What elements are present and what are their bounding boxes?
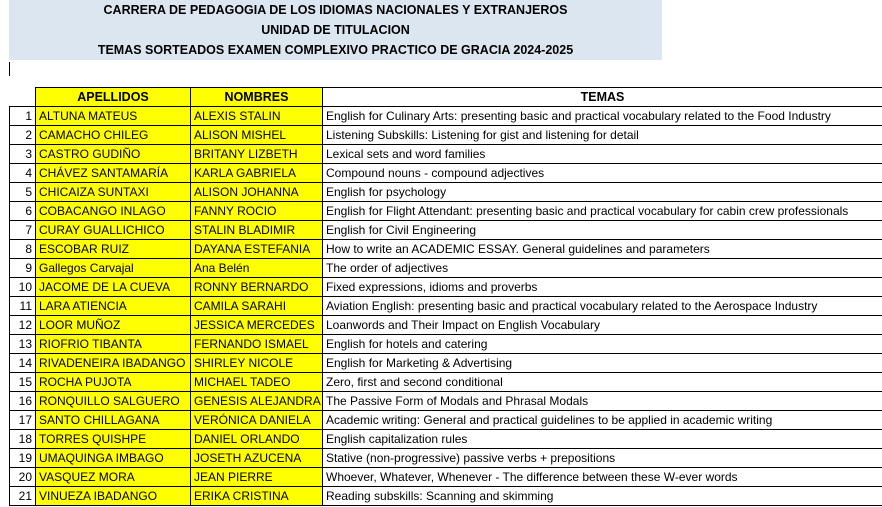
apellidos-cell[interactable]: CASTRO GUDIÑO [36,145,191,164]
header-line-unit: UNIDAD DE TITULACION [261,23,410,37]
nombres-cell[interactable]: RONNY BERNARDO [191,278,323,297]
table-row [10,392,882,411]
temas-header: TEMAS [323,88,882,107]
row-number[interactable]: 16 [10,392,36,411]
table-row [10,449,882,468]
nombres-cell[interactable]: JEAN PIERRE [191,468,323,487]
nombres-cell[interactable]: SHIRLEY NICOLE [191,354,323,373]
apellidos-cell[interactable]: RIOFRIO TIBANTA [36,335,191,354]
row-number[interactable]: 12 [10,316,36,335]
text-cursor [9,62,10,76]
tema-cell[interactable]: Reading subskills: Scanning and skimming [323,487,882,506]
tema-cell[interactable]: The Passive Form of Modals and Phrasal Modals [323,392,882,411]
table-row [10,221,882,240]
apellidos-header: APELLIDOS [36,88,191,107]
apellidos-cell[interactable]: LARA ATIENCIA [36,297,191,316]
nombres-cell[interactable]: DANIEL ORLANDO [191,430,323,449]
tema-cell[interactable]: English for Marketing & Advertising [323,354,882,373]
tema-cell[interactable]: English for hotels and catering [323,335,882,354]
apellidos-cell[interactable]: CURAY GUALLICHICO [36,221,191,240]
tema-cell[interactable]: Academic writing: General and practical guidelines to be applied in academic writing [323,411,882,430]
row-number[interactable]: 14 [10,354,36,373]
nombres-cell[interactable]: GENESIS ALEJANDRA [191,392,323,411]
apellidos-cell[interactable]: RIVADENEIRA IBADANGO [36,354,191,373]
apellidos-cell[interactable]: COBACANGO INLAGO [36,202,191,221]
apellidos-cell[interactable]: JACOME DE LA CUEVA [36,278,191,297]
header-line-title: TEMAS SORTEADOS EXAMEN COMPLEXIVO PRACTICO DE GRACIA 2024-2025 [97,43,574,57]
row-number[interactable]: 15 [10,373,36,392]
tema-cell[interactable]: How to write an ACADEMIC ESSAY. General guidelines and parameters [323,240,882,259]
row-number[interactable]: 19 [10,449,36,468]
row-number[interactable]: 3 [10,145,36,164]
tema-cell[interactable]: English capitalization rules [323,430,882,449]
nombres-cell[interactable]: ALISON JOHANNA [191,183,323,202]
nombres-cell[interactable]: DAYANA ESTEFANIA [191,240,323,259]
apellidos-cell[interactable]: VASQUEZ MORA [36,468,191,487]
tema-cell[interactable]: Aviation English: presenting basic and practical vocabulary related to the Aerospace Industry [323,297,882,316]
row-number[interactable]: 13 [10,335,36,354]
nombres-cell[interactable]: ALEXIS STALIN [191,107,323,126]
nombres-cell[interactable]: STALIN BLADIMIR [191,221,323,240]
table-row [10,354,882,373]
tema-cell[interactable]: Compound nouns - compound adjectives [323,164,882,183]
table-row [10,145,882,164]
tema-cell[interactable]: Lexical sets and word families [323,145,882,164]
nombres-cell[interactable]: MICHAEL TADEO [191,373,323,392]
nombres-cell[interactable]: FANNY ROCIO [191,202,323,221]
apellidos-cell[interactable]: ESCOBAR RUIZ [36,240,191,259]
row-number[interactable]: 7 [10,221,36,240]
apellidos-cell[interactable]: RONQUILLO SALGUERO [36,392,191,411]
apellidos-cell[interactable]: TORRES QUISHPE [36,430,191,449]
apellidos-cell[interactable]: LOOR MUÑOZ [36,316,191,335]
document-header [9,0,662,60]
nombres-cell[interactable]: ALISON MISHEL [191,126,323,145]
topics-table [9,87,882,506]
nombres-header: NOMBRES [191,88,323,107]
row-number[interactable]: 8 [10,240,36,259]
tema-cell[interactable]: Fixed expressions, idioms and proverbs [323,278,882,297]
tema-cell[interactable]: English for Flight Attendant: presenting basic and practical vocabulary for cabin crew professionals [323,202,882,221]
nombres-cell[interactable]: Ana Belén [191,259,323,278]
row-number[interactable]: 10 [10,278,36,297]
row-number[interactable]: 2 [10,126,36,145]
tema-cell[interactable]: English for psychology [323,183,882,202]
nombres-cell[interactable]: JESSICA MERCEDES [191,316,323,335]
nombres-cell[interactable]: VERÓNICA DANIELA [191,411,323,430]
apellidos-cell[interactable]: CHICAIZA SUNTAXI [36,183,191,202]
table-row [10,240,882,259]
row-number[interactable]: 11 [10,297,36,316]
nombres-cell[interactable]: BRITANY LIZBETH [191,145,323,164]
tema-cell[interactable]: Whoever, Whatever, Whenever - The difference between these W-ever words [323,468,882,487]
nombres-cell[interactable]: FERNANDO ISMAEL [191,335,323,354]
table-row [10,316,882,335]
table-row [10,430,882,449]
nombres-cell[interactable]: JOSETH AZUCENA [191,449,323,468]
apellidos-cell[interactable]: Gallegos Carvajal [36,259,191,278]
tema-cell[interactable]: Zero, first and second conditional [323,373,882,392]
header-line-career: CARRERA DE PEDAGOGIA DE LOS IDIOMAS NACIONALES Y EXTRANJEROS [103,3,568,17]
tema-cell[interactable]: Stative (non-progressive) passive verbs + prepositions [323,449,882,468]
row-number[interactable]: 21 [10,487,36,506]
table-row [10,411,882,430]
row-number[interactable]: 20 [10,468,36,487]
tema-cell[interactable]: English for Culinary Arts: presenting basic and practical vocabulary related to the Food Industry [323,107,882,126]
nombres-cell[interactable]: KARLA GABRIELA [191,164,323,183]
number-header [10,88,36,107]
table-row [10,278,882,297]
table-row [10,202,882,221]
apellidos-cell[interactable]: CAMACHO CHILEG [36,126,191,145]
table-row [10,335,882,354]
table-row [10,373,882,392]
tema-cell[interactable]: Loanwords and Their Impact on English Vocabulary [323,316,882,335]
apellidos-cell[interactable]: CHÁVEZ SANTAMARÍA [36,164,191,183]
table-row [10,487,882,506]
row-number[interactable]: 6 [10,202,36,221]
table-row [10,297,882,316]
apellidos-cell[interactable]: ROCHA PUJOTA [36,373,191,392]
row-number[interactable]: 17 [10,411,36,430]
table-row [10,164,882,183]
tema-cell[interactable]: Listening Subskills: Listening for gist and listening for detail [323,126,882,145]
table-row [10,468,882,487]
tema-cell[interactable]: English for Civil Engineering [323,221,882,240]
table-row [10,107,882,126]
row-number[interactable]: 4 [10,164,36,183]
table-row [10,183,882,202]
row-number[interactable]: 5 [10,183,36,202]
apellidos-cell[interactable]: UMAQUINGA IMBAGO [36,449,191,468]
apellidos-cell[interactable]: SANTO CHILLAGANA [36,411,191,430]
apellidos-cell[interactable]: ALTUNA MATEUS [36,107,191,126]
apellidos-cell[interactable]: VINUEZA IBADANGO [36,487,191,506]
tema-cell[interactable]: The order of adjectives [323,259,882,278]
table-row [10,259,882,278]
row-number[interactable]: 18 [10,430,36,449]
table-row [10,126,882,145]
row-number[interactable]: 9 [10,259,36,278]
table-header-row [10,88,882,107]
nombres-cell[interactable]: CAMILA SARAHI [191,297,323,316]
nombres-cell[interactable]: ERIKA CRISTINA [191,487,323,506]
row-number[interactable]: 1 [10,107,36,126]
